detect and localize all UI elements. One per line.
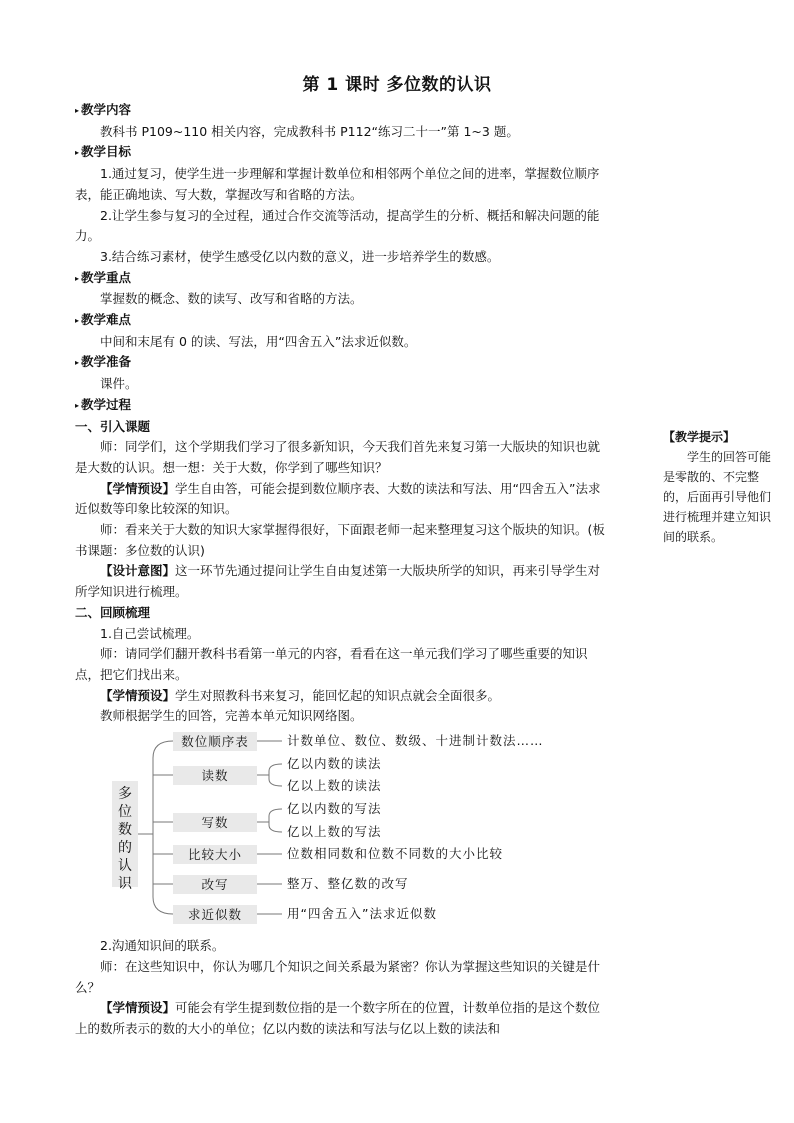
diagram-branch-box: 写数 — [173, 813, 257, 832]
diagram-branch-box: 读数 — [173, 766, 257, 785]
knowledge-network-diagram — [75, 730, 610, 932]
section-heading-goals: ▸ 教学目标 — [75, 142, 610, 164]
diagram-leaf: 亿以内数的读法 — [287, 756, 382, 772]
content-text: 教科书 P109~110 相关内容，完成教科书 P112“练习二十一”第 1~3 题。 — [100, 123, 519, 139]
part2-heading: 二、回顾梳理 — [75, 604, 151, 620]
diagram-leaf: 用“四舍五入”法求近似数 — [287, 906, 437, 922]
teaching-tip-sidebar — [663, 427, 779, 547]
paragraph: 【学情预设】可能会有学生提到数位指的是一个数字所在的位置，计数单位指的是这个数位上的数所表示的数的大小的单位；亿以内数的读法和写法与亿以上数的读法和 — [75, 1000, 601, 1036]
diagram-branch-box: 数位顺序表 — [173, 732, 257, 751]
goal-item: 2.让学生参与复习的全过程，通过合作交流等活动，提高学生的分析、概括和解决问题的能力。 — [75, 207, 600, 244]
difficulty-text: 中间和末尾有 0 的读、写法，用“四舍五入”法求近似数。 — [100, 333, 417, 349]
sidebar-text: 学生的回答可能是零散的、不完整的，后面再引导他们进行梳理并建立知识间的联系。 — [663, 450, 772, 544]
main-column — [75, 100, 610, 1040]
step-title: 2.沟通知识间的联系。 — [100, 938, 225, 954]
paragraph: 师：在这些知识中，你认为哪几个知识之间关系最为紧密？你认为掌握这些知识的关键是什么？ — [75, 958, 601, 995]
diagram-leaf: 亿以上数的读法 — [287, 778, 382, 794]
section-heading-process: ▸ 教学过程 — [75, 395, 610, 417]
arrow-icon: ▸ — [75, 148, 80, 158]
section-heading-content: ▸ 教学内容 — [75, 100, 610, 122]
diagram-leaf: 亿以内数的写法 — [287, 801, 382, 817]
section-heading-key: ▸ 教学重点 — [75, 268, 610, 290]
page-title: 第 1 课时 多位数的认识 — [302, 75, 492, 95]
sidebar-title: 【教学提示】 — [663, 430, 736, 444]
key-text: 掌握数的概念、数的读写、改写和省略的方法。 — [100, 291, 363, 307]
diagram-branch-box: 改写 — [173, 875, 257, 894]
diagram-leaf: 计数单位、数位、数级、十进制计数法…… — [287, 733, 544, 749]
paragraph: 【学情预设】学生自由答，可能会提到数位顺序表、大数的读法和写法、用“四舍五入”法求近似数等印象比较深的知识。 — [75, 480, 601, 517]
diagram-leaf: 亿以上数的写法 — [287, 824, 382, 840]
arrow-icon: ▸ — [75, 358, 80, 368]
prep-text: 课件。 — [100, 376, 138, 392]
arrow-icon: ▸ — [75, 316, 80, 326]
paragraph: 教师根据学生的回答，完善本单元知识网络图。 — [100, 708, 363, 724]
tag-label: 【学情预设】 — [100, 1000, 176, 1016]
goal-item: 3.结合练习素材，使学生感受亿以内数的意义，进一步培养学生的数感。 — [100, 248, 500, 264]
goal-item: 1.通过复习，使学生进一步理解和掌握计数单位和相邻两个单位之间的进率，掌握数位顺序表，能正确地读、写大数，掌握改写和省略的方法。 — [75, 166, 600, 202]
paragraph: 师：看来关于大数的知识大家掌握得很好，下面跟老师一起来整理复习这个版块的知识。(板书课题：多位数的认识) — [75, 522, 605, 558]
tag-label: 【设计意图】 — [100, 563, 176, 579]
section-heading-prep: ▸ 教学准备 — [75, 352, 610, 374]
arrow-icon: ▸ — [75, 106, 80, 115]
part1-heading: 一、引入课题 — [75, 418, 151, 434]
paragraph: 【学情预设】学生对照教科书来复习，能回忆起的知识点就会全面很多。 — [100, 687, 501, 703]
paragraph: 师：请同学们翻开教科书看第一单元的内容，看看在这一单元我们学习了哪些重要的知识点，把它们找出来。 — [75, 646, 588, 682]
diagram-leaf: 位数相同数和位数不同数的大小比较 — [287, 846, 504, 862]
arrow-icon: ▸ — [75, 400, 80, 410]
step-title: 1.自己尝试梳理。 — [100, 625, 200, 641]
paragraph: 【设计意图】这一环节先通过提问让学生自由复述第一大版块所学的知识，再来引导学生对所学知识进行梳理。 — [75, 563, 601, 600]
section-heading-difficulty: ▸ 教学难点 — [75, 310, 610, 332]
diagram-leaf: 整万、整亿数的改写 — [287, 876, 409, 892]
paragraph: 师：同学们，这个学期我们学习了很多新知识，今天我们首先来复习第一大版块的知识也就是大数的认识。想一想：关于大数，你学到了哪些知识？ — [75, 439, 601, 475]
tag-label: 【学情预设】 — [100, 687, 176, 703]
diagram-branch-box: 求近似数 — [173, 905, 257, 924]
arrow-icon: ▸ — [75, 273, 80, 283]
diagram-root-box: 多 位 数 的 认 识 — [112, 781, 138, 887]
tag-label: 【学情预设】 — [100, 480, 176, 496]
diagram-branch-box: 比较大小 — [173, 845, 257, 864]
